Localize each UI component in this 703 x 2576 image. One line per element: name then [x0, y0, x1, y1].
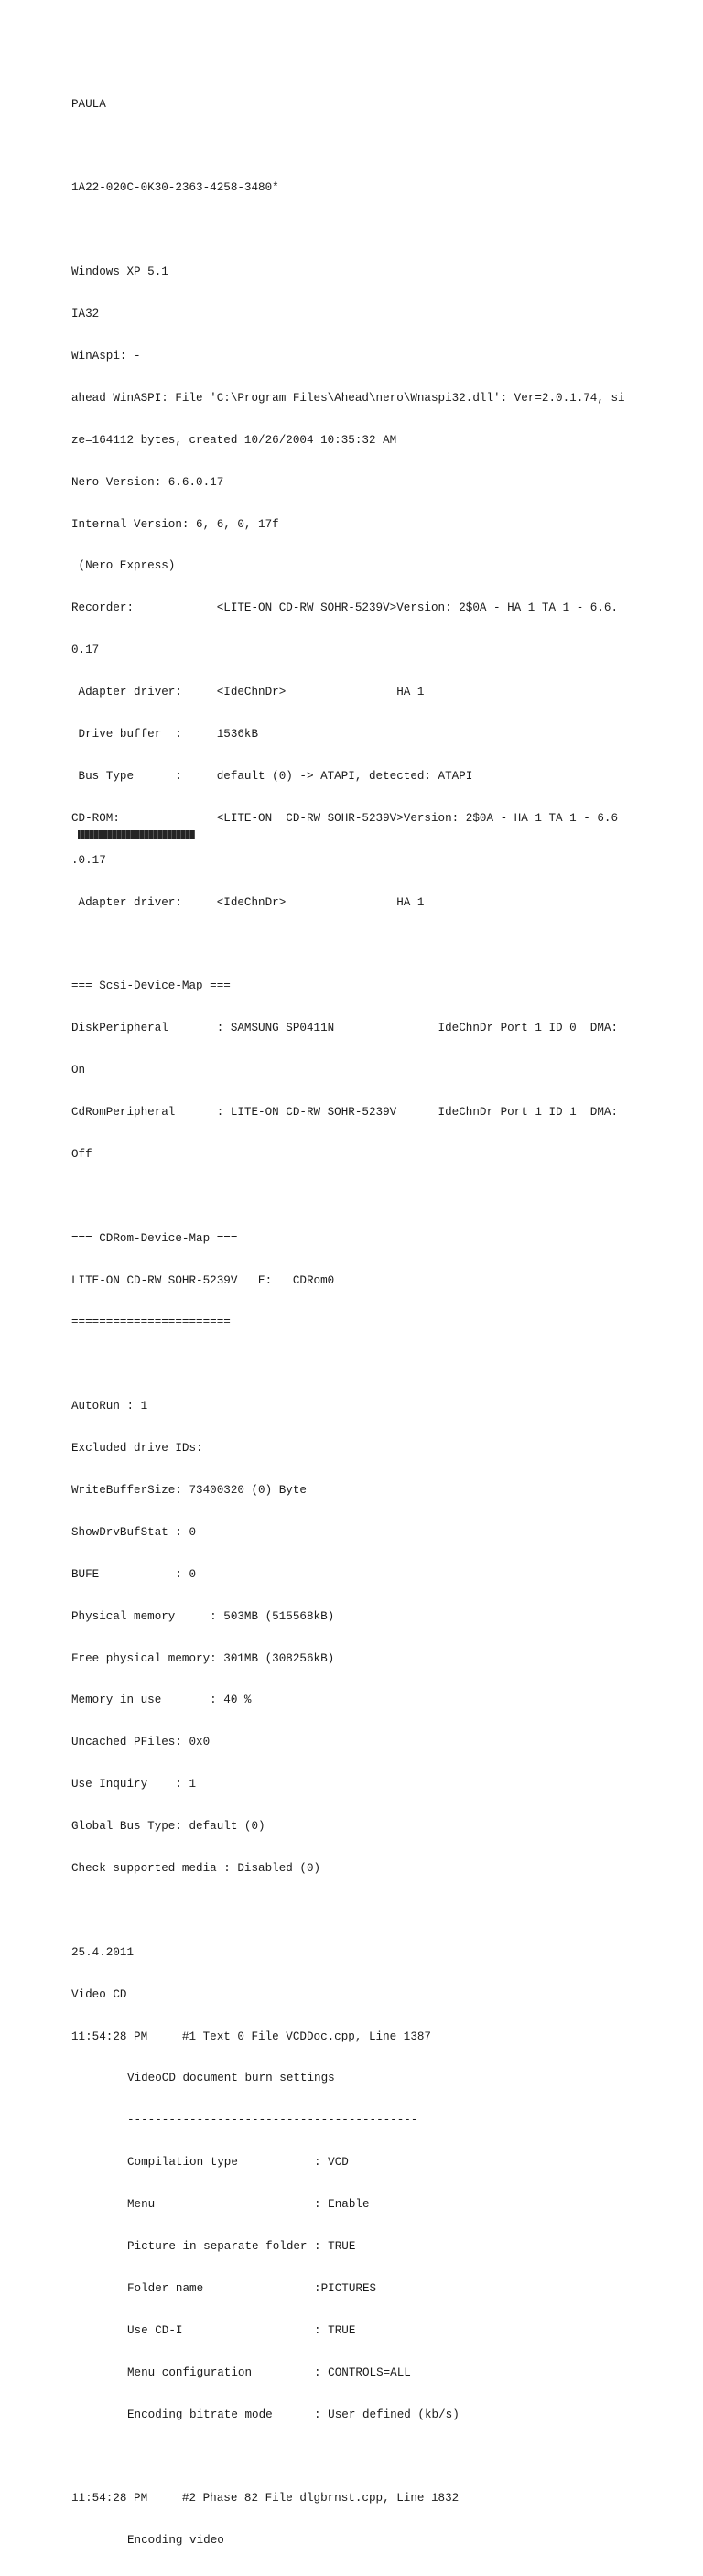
- setting-line: AutoRun : 1: [71, 1400, 148, 1413]
- session-date: 25.4.2011: [71, 1945, 135, 1959]
- system-line: Recorder: <LITE-ON CD-RW SOHR-5239V>Version: 2$0A - HA 1 TA 1 - 6.6.: [71, 601, 619, 615]
- overprint-smudge: [78, 830, 195, 839]
- log-entry-line: Encoding bitrate mode : User defined (kb/s): [127, 2408, 460, 2421]
- log-entry-line: Picture in separate folder : TRUE: [127, 2240, 356, 2254]
- log-entry-header: 11:54:28 PM #2 Phase 82 File dlgbrnst.cpp, Line 1832: [71, 2492, 460, 2506]
- setting-line: Excluded drive IDs:: [71, 1442, 203, 1456]
- setting-line: Global Bus Type: default (0): [71, 1820, 265, 1834]
- system-line: ahead WinASPI: File 'C:\Program Files\Ahead\nero\Wnaspi32.dll': Ver=2.0.1.74, si: [71, 391, 625, 405]
- setting-line: ShowDrvBufStat : 0: [71, 1525, 197, 1539]
- setting-line: Check supported media : Disabled (0): [71, 1862, 321, 1875]
- scsi-map-line: === Scsi-Device-Map ===: [71, 980, 231, 993]
- system-line: Internal Version: 6, 6, 0, 17f: [71, 517, 279, 531]
- scsi-map-line: On: [71, 1064, 86, 1077]
- system-line: .0.17: [71, 853, 106, 867]
- setting-line: Memory in use : 40 %: [71, 1694, 252, 1707]
- log-entry-line: VideoCD document burn settings: [127, 2072, 335, 2085]
- system-line: Windows XP 5.1: [71, 265, 168, 279]
- serial-number: 1A22-020C-0K30-2363-4258-3480*: [71, 181, 279, 195]
- cdrom-map-line: === CDRom-Device-Map ===: [71, 1231, 238, 1245]
- system-line: Adapter driver: <IdeChnDr> HA 1: [71, 895, 425, 909]
- setting-line: Use Inquiry : 1: [71, 1778, 197, 1791]
- system-line: (Nero Express): [71, 559, 176, 573]
- log-entry-line: Folder name :PICTURES: [127, 2281, 377, 2295]
- header-name: PAULA: [71, 97, 106, 111]
- system-line: WinAspi: -: [71, 349, 141, 363]
- scsi-map-line: DiskPeripheral : SAMSUNG SP0411N IdeChnDr Port 1 ID 0 DMA:: [71, 1022, 619, 1035]
- system-line: 0.17: [71, 644, 100, 657]
- log-entry-line: Encoding video: [127, 2534, 224, 2548]
- setting-line: Physical memory : 503MB (515568kB): [71, 1609, 335, 1623]
- system-line: Adapter driver: <IdeChnDr> HA 1: [71, 686, 425, 699]
- system-line: IA32: [71, 308, 100, 321]
- system-line: Bus Type : default (0) -> ATAPI, detected: ATAPI: [71, 769, 473, 783]
- log-entry-line: Use CD-I : TRUE: [127, 2323, 356, 2337]
- session-title: Video CD: [71, 1987, 127, 2001]
- setting-line: WriteBufferSize: 73400320 (0) Byte: [71, 1483, 307, 1497]
- nero-log-text: [71, 70, 625, 2576]
- system-line: Nero Version: 6.6.0.17: [71, 475, 224, 489]
- log-entry-line: Menu configuration : CONTROLS=ALL: [127, 2365, 411, 2379]
- setting-line: Uncached PFiles: 0x0: [71, 1736, 211, 1749]
- system-line: ze=164112 bytes, created 10/26/2004 10:35:32 AM: [71, 433, 397, 447]
- system-line: Drive buffer : 1536kB: [71, 727, 259, 741]
- log-entry-line: ------------------------------------------: [127, 2114, 418, 2127]
- system-line: CD-ROM: <LITE-ON CD-RW SOHR-5239V>Version: 2$0A - HA 1 TA 1 - 6.6: [71, 811, 619, 825]
- scsi-map-line: CdRomPeripheral : LITE-ON CD-RW SOHR-5239V IdeChnDr Port 1 ID 1 DMA:: [71, 1105, 619, 1119]
- log-entry-line: Menu : Enable: [127, 2198, 370, 2212]
- cdrom-map-line: =======================: [71, 1315, 231, 1329]
- setting-line: Free physical memory: 301MB (308256kB): [71, 1651, 335, 1665]
- setting-line: BUFE : 0: [71, 1567, 197, 1581]
- scsi-map-line: Off: [71, 1147, 92, 1161]
- log-entry-header: 11:54:28 PM #1 Text 0 File VCDDoc.cpp, Line 1387: [71, 2029, 431, 2043]
- cdrom-map-line: LITE-ON CD-RW SOHR-5239V E: CDRom0: [71, 1273, 335, 1287]
- log-entry-line: Compilation type : VCD: [127, 2156, 349, 2170]
